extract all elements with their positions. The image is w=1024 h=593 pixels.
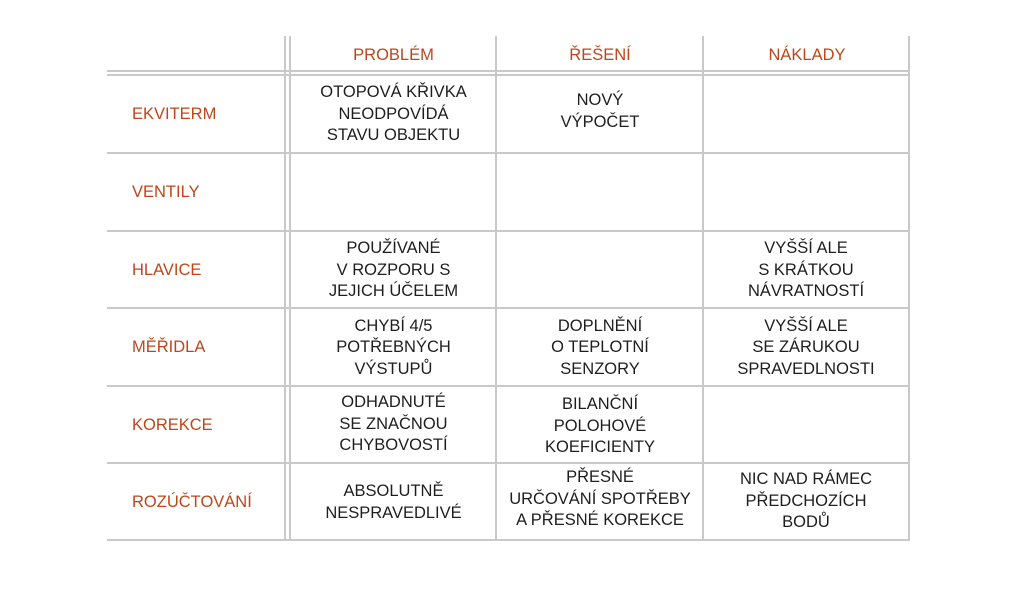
row-label: KOREKCE bbox=[132, 415, 213, 434]
row-label: MĚŘIDLA bbox=[132, 338, 206, 357]
row-label: HLAVICE bbox=[132, 260, 202, 279]
cell-problem bbox=[291, 76, 496, 153]
cell-text-line: S KRÁTKOU bbox=[758, 260, 854, 279]
cell-text-line: URČOVÁNÍ SPOTŘEBY bbox=[509, 489, 691, 508]
cell-cost bbox=[704, 310, 908, 386]
cell-text-line: NESPRAVEDLIVÉ bbox=[325, 503, 462, 522]
cell-text-line: NEODPOVÍDÁ bbox=[338, 104, 449, 123]
cell-cost bbox=[704, 155, 908, 231]
row-label: ROZÚČTOVÁNÍ bbox=[132, 493, 252, 512]
vertical-grid-line bbox=[284, 36, 286, 541]
cell-problem bbox=[291, 155, 496, 231]
cell-text-line: DOPLNĚNÍ bbox=[557, 316, 643, 335]
cell-text-line: NIC NAD RÁMEC bbox=[739, 470, 872, 488]
cell-text-line: VYŠŠÍ ALE bbox=[764, 239, 848, 258]
cell-text-line: V ROZPORU S bbox=[336, 260, 451, 279]
cell-text-line: CHYBOVOSTÍ bbox=[339, 436, 448, 454]
cell-cost bbox=[704, 388, 908, 463]
cell-text-line: O TEPLOTNÍ bbox=[551, 338, 649, 357]
cell-text-line: ODHADNUTÉ bbox=[341, 393, 446, 411]
cell-cost bbox=[704, 465, 908, 541]
cell-solution bbox=[497, 310, 703, 386]
cell-text-line: KOEFICIENTY bbox=[544, 438, 655, 456]
cell-problem bbox=[291, 310, 496, 386]
comparison-table bbox=[107, 36, 910, 541]
cell-text-line: VÝPOČET bbox=[560, 112, 640, 131]
cell-text-line: POUŽÍVANÉ bbox=[346, 239, 441, 258]
cell-text-line: ABSOLUTNĚ bbox=[343, 482, 444, 500]
cell-text-line: SE ZNAČNOU bbox=[339, 414, 448, 433]
cell-text-line: STAVU OBJEKTU bbox=[326, 126, 461, 145]
cell-text-line: SE ZÁRUKOU bbox=[752, 338, 860, 357]
cell-solution bbox=[497, 233, 703, 308]
cell-text-line: A PŘESNÉ KOREKCE bbox=[516, 511, 684, 529]
cell-text-line: NÁVRATNOSTÍ bbox=[747, 282, 865, 301]
cell-text-line: BILANČNÍ bbox=[561, 395, 639, 413]
cell-cost bbox=[704, 76, 908, 153]
cell-text-line: VYŠŠÍ ALE bbox=[764, 316, 848, 335]
cell-text-line: POLOHOVÉ bbox=[553, 416, 647, 435]
column-header-2: ŘEŠENÍ bbox=[569, 46, 631, 65]
cell-text-line: NOVÝ bbox=[576, 91, 624, 109]
cell-text-line: SENZORY bbox=[560, 359, 640, 378]
cell-text-line: BODŮ bbox=[782, 513, 830, 531]
cell-text-line: CHYBÍ 4/5 bbox=[354, 316, 433, 335]
cell-solution bbox=[497, 388, 703, 463]
cell-solution bbox=[497, 76, 703, 153]
cell-text-line: VÝSTUPŮ bbox=[354, 359, 433, 378]
cell-text-line: SPRAVEDLNOSTI bbox=[737, 359, 875, 378]
cell-problem bbox=[291, 388, 496, 463]
vertical-grid-line bbox=[908, 36, 910, 541]
column-header-3: NÁKLADY bbox=[768, 46, 846, 65]
cell-solution bbox=[497, 155, 703, 231]
cell-solution bbox=[497, 465, 703, 541]
row-label: VENTILY bbox=[132, 183, 200, 202]
cell-text-line: JEJICH ÚČELEM bbox=[328, 282, 459, 301]
column-header-1: PROBLÉM bbox=[353, 46, 434, 65]
cell-cost bbox=[704, 233, 908, 308]
cell-text-line: PŘEDCHOZÍCH bbox=[745, 491, 867, 510]
cell-problem bbox=[291, 465, 496, 541]
cell-text-line: PŘESNÉ bbox=[566, 468, 634, 486]
row-label: EKVITERM bbox=[132, 104, 217, 123]
cell-text-line: POTŘEBNÝCH bbox=[336, 338, 451, 357]
cell-problem bbox=[291, 233, 496, 308]
cell-text-line: OTOPOVÁ KŘIVKA bbox=[320, 83, 467, 102]
horizontal-grid-line bbox=[107, 70, 910, 72]
